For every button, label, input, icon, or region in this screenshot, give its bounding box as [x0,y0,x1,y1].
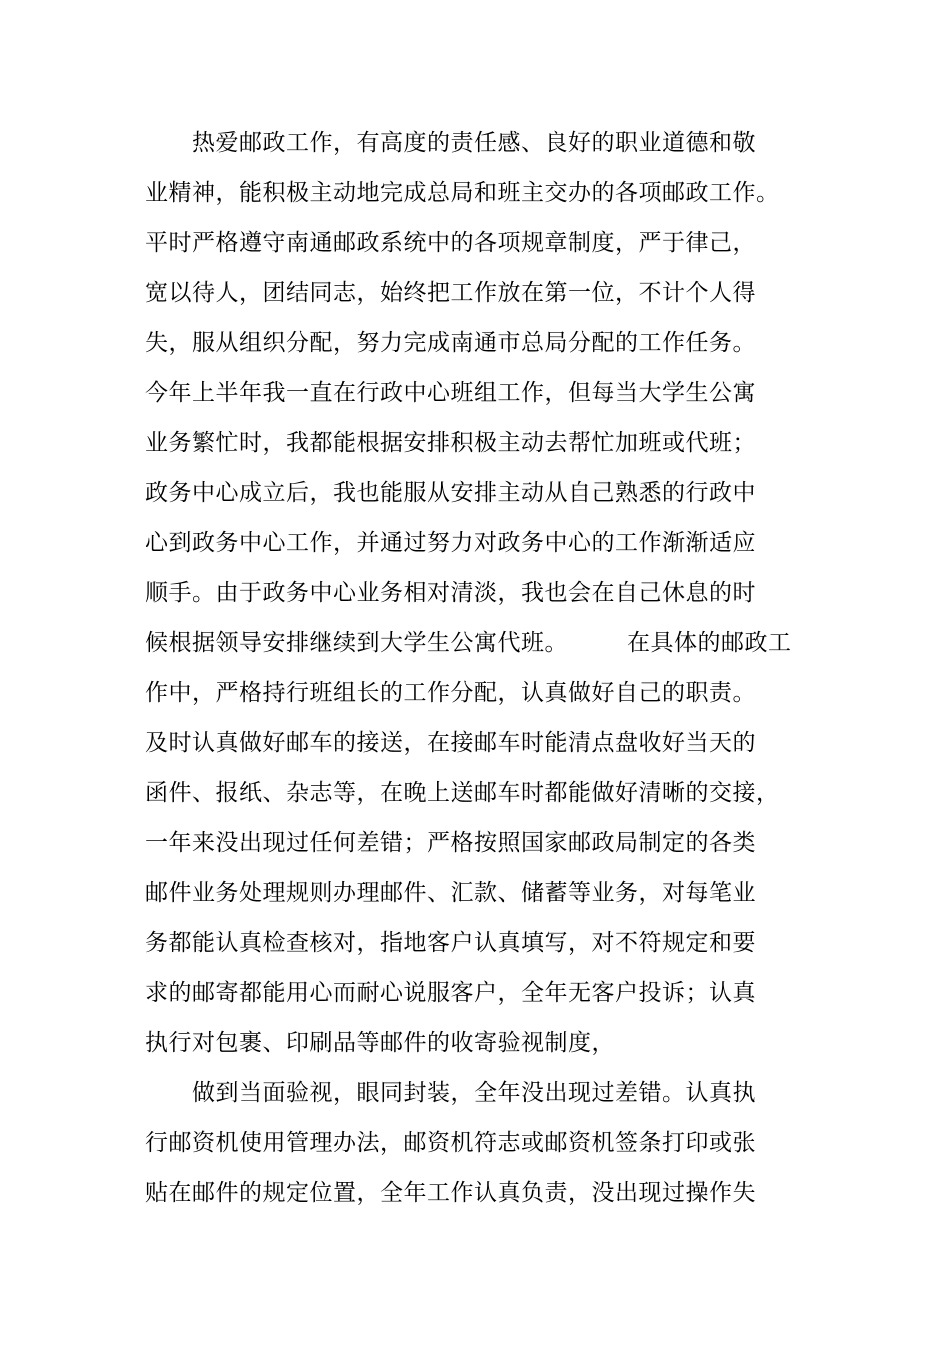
text-line: 业务繁忙时，我都能根据安排积极主动去帮忙加班或代班； [145,430,756,456]
text-line: 行邮资机使用管理办法，邮资机符志或邮资机签条打印或张 [145,1130,756,1156]
text-line: 及时认真做好邮车的接送，在接邮车时能清点盘收好当天的 [145,730,756,756]
text-line: 作中，严格持行班组长的工作分配，认真做好自己的职责。 [145,680,756,706]
text-line: 业精神，能积极主动地完成总局和班主交办的各项邮政工作。 [145,180,780,206]
text-line: 顺手。由于政务中心业务相对清淡，我也会在自己休息的时 [145,580,756,606]
text-line: 做到当面验视，眼同封装，全年没出现过差错。认真执 [192,1080,756,1106]
text-line: 热爱邮政工作，有高度的责任感、良好的职业道德和敬 [192,130,756,156]
text-line: 失，服从组织分配，努力完成南通市总局分配的工作任务。 [145,330,756,356]
text-line: 求的邮寄都能用心而耐心说服客户，全年无客户投诉；认真 [145,980,756,1006]
text-line: 今年上半年我一直在行政中心班组工作，但每当大学生公寓 [145,380,756,406]
text-line: 贴在邮件的规定位置，全年工作认真负责，没出现过操作失 [145,1180,756,1206]
text-line: 候根据领导安排继续到大学生公寓代班。 在具体的邮政工 [145,630,792,656]
text-line: 一年来没出现过任何差错；严格按照国家邮政局制定的各类 [145,830,756,856]
text-line: 宽以待人，团结同志，始终把工作放在第一位，不计个人得 [145,280,756,306]
text-line: 执行对包裹、印刷品等邮件的收寄验视制度， [145,1030,615,1056]
text-line: 心到政务中心工作，并通过努力对政务中心的工作渐渐适应 [145,530,756,556]
text-line: 政务中心成立后，我也能服从安排主动从自己熟悉的行政中 [145,480,756,506]
text-line: 邮件业务处理规则办理邮件、汇款、储蓄等业务，对每笔业 [145,880,756,906]
text-line: 平时严格遵守南通邮政系统中的各项规章制度，严于律己， [145,230,756,256]
text-line: 函件、报纸、杂志等，在晚上送邮车时都能做好清晰的交接， [145,780,780,806]
text-line: 务都能认真检查核对，指地客户认真填写，对不符规定和要 [145,930,756,956]
